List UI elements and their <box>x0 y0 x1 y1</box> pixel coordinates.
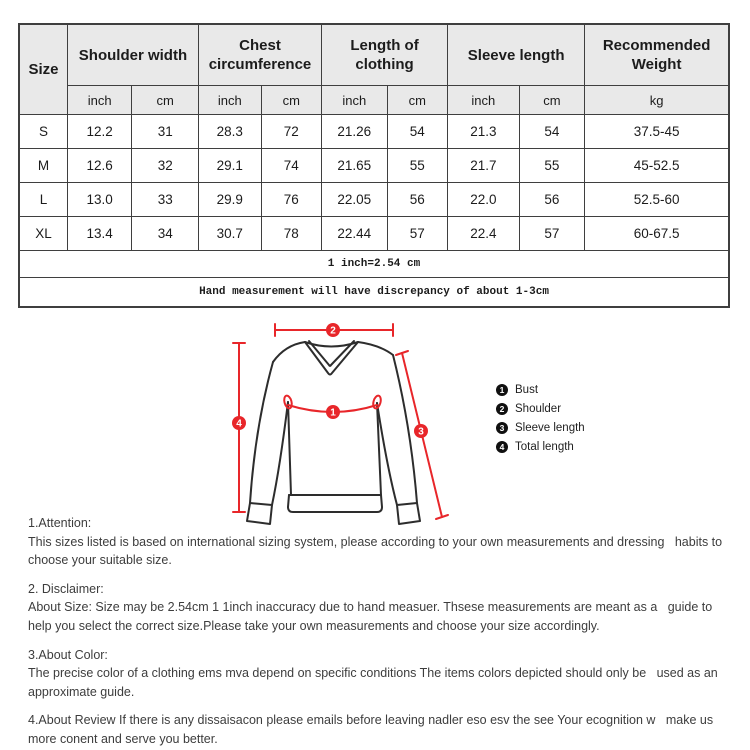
unit-cm: cm <box>519 86 585 115</box>
table-cell: 72 <box>261 115 322 149</box>
legend-item-shoulder <box>496 400 585 419</box>
table-cell: 54 <box>387 115 448 149</box>
note-about-review <box>28 711 728 748</box>
size-chart-table <box>18 23 730 308</box>
badge-3-icon: 3 <box>496 422 508 434</box>
note-about-color <box>28 646 728 702</box>
badge-4-icon: 4 <box>496 441 508 453</box>
table-cell: 55 <box>519 149 585 183</box>
table-cell: 12.2 <box>67 115 132 149</box>
svg-text:1: 1 <box>330 407 336 419</box>
table-cell: 13.4 <box>67 217 132 251</box>
svg-text:3: 3 <box>418 426 424 438</box>
table-cell: 30.7 <box>199 217 262 251</box>
svg-text:2: 2 <box>330 325 336 337</box>
table-row-s <box>19 115 729 149</box>
badge-1-icon: 1 <box>496 384 508 396</box>
footnote-row <box>19 251 729 278</box>
table-row-xl <box>19 217 729 251</box>
table-cell: 56 <box>387 183 448 217</box>
unit-inch: inch <box>448 86 520 115</box>
table-cell: 52.5-60 <box>585 183 729 217</box>
measurement-legend <box>496 381 585 456</box>
legend-label: Sleeve length <box>515 421 585 434</box>
footnote-row <box>19 278 729 308</box>
table-cell: 78 <box>261 217 322 251</box>
table-cell: 21.65 <box>322 149 388 183</box>
table-cell: 55 <box>387 149 448 183</box>
legend-label: Shoulder <box>515 403 562 416</box>
legend-item-sleeve-length <box>496 419 585 438</box>
table-row-l <box>19 183 729 217</box>
note-disclaimer <box>28 580 728 636</box>
note-attention <box>28 514 728 570</box>
recommended-weight-header: Recommended Weight <box>585 24 729 86</box>
table-cell: 13.0 <box>67 183 132 217</box>
note-heading: 2. Disclaimer: <box>28 581 104 596</box>
table-cell: 31 <box>132 115 199 149</box>
table-cell: 76 <box>261 183 322 217</box>
unit-cm: cm <box>132 86 199 115</box>
product-notes <box>28 514 728 750</box>
note-heading: 3.About Color: <box>28 647 108 662</box>
badge-2-icon: 2 <box>496 403 508 415</box>
legend-item-bust <box>496 381 585 400</box>
note-body: 4.About Review If there is any dissaisacon please emails before leaving nadler eso esv the see Your ecognition w make us more conent and serve you better. <box>28 713 717 746</box>
table-cell: 54 <box>519 115 585 149</box>
table-cell: 29.1 <box>199 149 262 183</box>
table-cell: 22.05 <box>322 183 388 217</box>
unit-inch: inch <box>67 86 132 115</box>
table-cell: 56 <box>519 183 585 217</box>
marker-bust <box>326 405 340 419</box>
table-cell: 34 <box>132 217 199 251</box>
length-of-clothing-header: Length of clothing <box>322 24 448 86</box>
table-cell: 21.3 <box>448 115 520 149</box>
table-cell: 12.6 <box>67 149 132 183</box>
marker-sleeve-length <box>414 424 428 438</box>
unit-cm: cm <box>261 86 322 115</box>
table-cell: 22.4 <box>448 217 520 251</box>
size-column-header: Size <box>19 24 67 115</box>
size-label: S <box>19 115 67 149</box>
note-body: About Size: Size may be 2.54cm 1 1inch inaccuracy due to hand measuer. Thsese measurements are meant as a guide to help you select the correct size.Please take your own measurements and choose your size accordingly. <box>28 600 716 633</box>
chest-circumference-header: Chest circumference <box>199 24 322 86</box>
table-cell: 29.9 <box>199 183 262 217</box>
legend-label: Total length <box>515 440 574 453</box>
legend-item-total-length <box>496 437 585 456</box>
table-cell: 74 <box>261 149 322 183</box>
sweater-measurement-diagram <box>225 317 485 532</box>
legend-label: Bust <box>515 384 539 397</box>
table-cell: 22.44 <box>322 217 388 251</box>
table-cell: 37.5-45 <box>585 115 729 149</box>
marker-total-length <box>232 416 246 430</box>
table-cell: 60-67.5 <box>585 217 729 251</box>
note-body: This sizes listed is based on international sizing system, please according to your own measurements and dressing habits to choose your suitable size. <box>28 534 726 568</box>
marker-shoulder <box>326 323 340 337</box>
table-cell: 21.7 <box>448 149 520 183</box>
svg-text:4: 4 <box>236 418 242 430</box>
size-label: XL <box>19 217 67 251</box>
table-cell: 57 <box>519 217 585 251</box>
unit-kg: kg <box>585 86 729 115</box>
table-cell: 21.26 <box>322 115 388 149</box>
table-cell: 57 <box>387 217 448 251</box>
unit-inch: inch <box>199 86 262 115</box>
table-row-m <box>19 149 729 183</box>
table-cell: 22.0 <box>448 183 520 217</box>
note-heading: 1.Attention: <box>28 516 92 530</box>
table-cell: 32 <box>132 149 199 183</box>
unit-cm: cm <box>387 86 448 115</box>
size-label: L <box>19 183 67 217</box>
sleeve-length-header: Sleeve length <box>448 24 585 86</box>
table-cell: 28.3 <box>199 115 262 149</box>
size-label: M <box>19 149 67 183</box>
shoulder-width-header: Shoulder width <box>67 24 198 86</box>
table-cell: 33 <box>132 183 199 217</box>
note-body: The precise color of a clothing ems mva depend on specific conditions The items colors depicted should only be used as an approximate guide. <box>28 666 722 699</box>
inch-conversion-note: 1 inch=2.54 cm <box>19 251 729 278</box>
table-cell: 45-52.5 <box>585 149 729 183</box>
unit-inch: inch <box>322 86 388 115</box>
measurement-discrepancy-note: Hand measurement will have discrepancy of about 1-3cm <box>19 278 729 308</box>
sweater-outline-drawing <box>247 341 420 524</box>
